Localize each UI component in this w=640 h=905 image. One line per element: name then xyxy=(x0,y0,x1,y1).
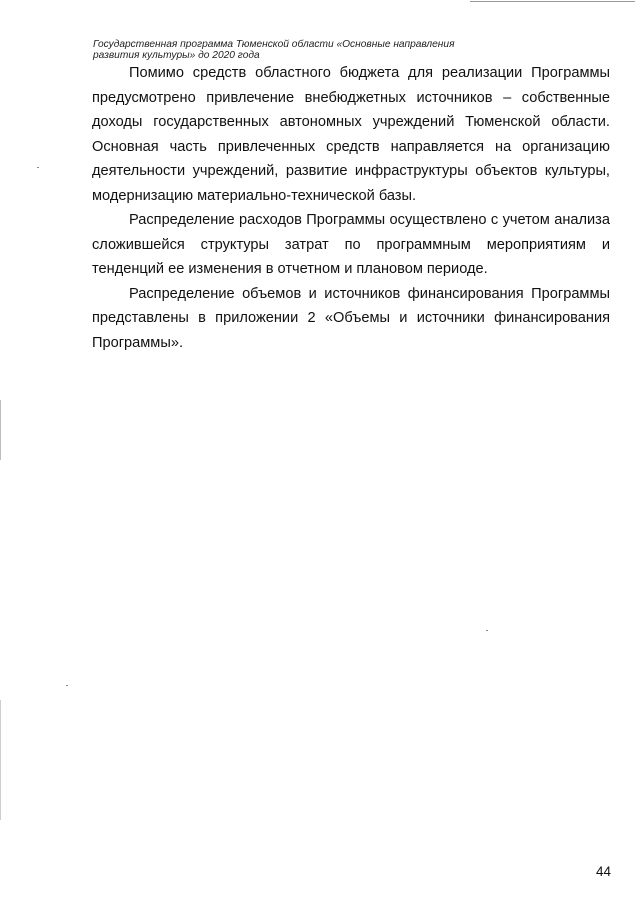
running-header-line-1: Государственная программа Тюменской области «Основные направления xyxy=(93,39,455,50)
paragraph-funding-sources: Помимо средств областного бюджета для реализации Программы предусмотрено привлечение внебюджетных источников – собственные доходы государственных автономных учреждений Тюменской области. Основная часть привлеченных средств направляется на организацию деятельности учреждений, развитие инфраструктуры объектов культуры, модернизацию материально-технической базы. xyxy=(92,65,610,204)
paragraph-financing-appendix: Распределение объемов и источников финансирования Программы представлены в приложении 2 «Объемы и источники финансирования Программы». xyxy=(92,285,610,351)
scan-artifact-edge xyxy=(0,700,1,820)
running-header xyxy=(93,39,453,61)
running-header-line-2: развития культуры» до 2020 года xyxy=(93,50,260,61)
paragraph-expense-distribution: Распределение расходов Программы осуществлено с учетом анализа сложившейся структуры затрат по программным мероприятиям и тенденций ее изменения в отчетном и плановом периоде. xyxy=(92,212,610,277)
scan-artifact-edge xyxy=(0,400,1,460)
page-number: 44 xyxy=(595,864,611,879)
scan-artifact-line xyxy=(470,1,635,2)
scan-speck xyxy=(37,167,39,168)
document-body xyxy=(92,61,610,355)
scan-speck xyxy=(486,630,488,631)
scan-speck xyxy=(66,685,68,686)
